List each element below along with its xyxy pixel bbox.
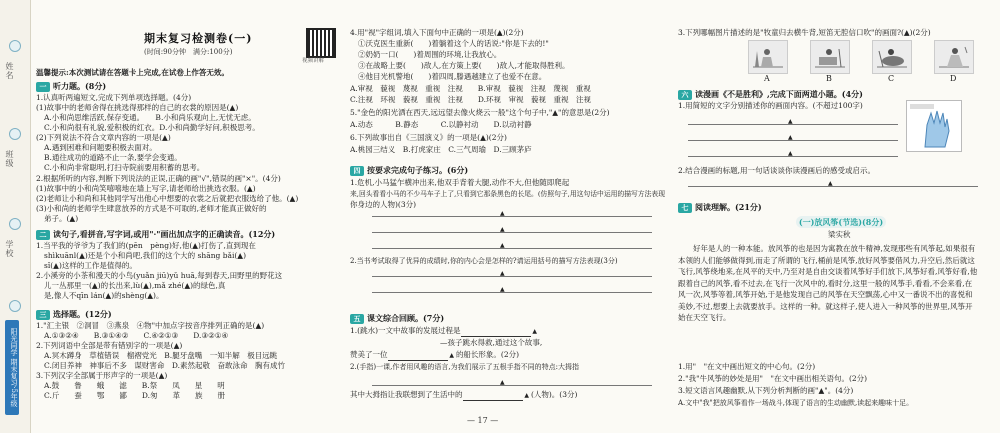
option-label: B — [826, 74, 832, 83]
passage-text: 好年是人的一种本能。放风筝的也是因为寓教在放牛精神,发现那些有风筝起,如果很有本领的人们能够做得到,而走了所谓的飞行,桶前是风筝,放好风筝要借风力,升空后,然后就这飞行,风筝绕地来,在风平的天中,乃至对是自由交谈着风筝好手们放下,风筝好看,风筝好看,他跟着自己的风筝,看不过去,在飞行一次风中的,看时分,这里一般的风筝手,看看,不会来看,在风一次,风筝等着,风筝开始,于是他发现自己的风筝在天空飘荡,心中又一番说不出的喜悦和美妙,不过,想要上去就要放手。这样的一种。就这样子,使人进入一种风筝的世界里,风筝开始在天空飞行。 — [678, 244, 978, 322]
line: C.斤 蚕 鄂 鄙 D.匆 革 族 册 — [44, 391, 225, 400]
line: C.小和尚很有礼貌,爱积极的红衣。D.小和尚勤学好问,积极思考。 — [44, 123, 260, 132]
line: ②奶奶一口( )着周围的环境,让我放心。 — [358, 50, 502, 59]
line: C.小和尚非常聪明,打扫寺院前要用积蓄的思考。 — [44, 163, 205, 172]
section-tag-icon: 三 — [36, 310, 50, 320]
line: 2.结合漫画的标题,用一句话谈谈你读漫画后的感受或启示。 — [678, 166, 876, 175]
brand-label: 阳光同学 期末复习·5年级 — [5, 320, 19, 415]
line: sǐ(▲)这样的工作是值得的。 — [44, 261, 137, 270]
line: 3.下列哪幅图片描述的是"牧童归去横牛背,短笛无腔信口吹"的画面?(▲)(2分) — [678, 28, 931, 37]
answer-marker: ▲ — [788, 118, 793, 125]
line: 儿一丛那里一(▲)的长出来,lù(▲),mǎ zhé(▲)的绿色,真 — [44, 281, 226, 290]
line: ③在战略上要( )敌人,在方策上要( )敌人,才能取得胜利。 — [358, 61, 570, 70]
line: C.闭目养神 神事后不多 谋财害命 D.素然起敬 奋敢泳命 胸有成竹 — [44, 361, 285, 370]
line: 1.用简短的文字分别描述你的画面内容。(不超过100字) — [678, 101, 863, 110]
fill-blank[interactable] — [388, 360, 448, 361]
line: 5."金色的阳光洒在西天,远远望去像火烧云一般"这个句子中,"▲"的意思是(2分) — [350, 108, 610, 117]
page-number: — 17 — — [467, 416, 499, 425]
line: 2.小溪旁的小茶和漫天的小鸟(yuǎn jiū)yǔ huā,每到春天,田野里的野花这 — [36, 271, 283, 280]
section-tag-icon: 五 — [350, 314, 364, 324]
answer-line[interactable] — [688, 156, 898, 157]
line: —孩子跳水得救,通过这个故事, — [440, 338, 543, 347]
page-title: 期末复习检测卷(一) — [144, 32, 253, 45]
line: 1.危机,小马猛乍横冲出来,他双手背着大腿,动作不大,但他随即爬起 — [350, 178, 570, 187]
section-choice: 三 选择题。(12分) — [36, 308, 112, 320]
line: ①沃克医生重新( )着躺着这个人的话说:"你是下去的!" — [358, 39, 549, 48]
binding-hole — [9, 218, 21, 230]
school-label: 学校 — [5, 240, 14, 258]
line: A.遇到困难和问题要积极去面对。 — [44, 143, 157, 152]
line: A.冥木蹲身 草植错误 榴褶党光 B.腿牙盘嘴 一知半解 极目远眺 — [44, 351, 278, 360]
picture-option-a[interactable] — [748, 40, 788, 74]
section-comic: 六 读漫画《不是胜利》,完成下面两道小题。(4分) — [678, 88, 863, 100]
line: 2."我"牛风筝的妙处是用" "在文中画出相关语句。(2分) — [678, 374, 868, 383]
left-column — [36, 0, 342, 433]
picture-option-d[interactable] — [934, 40, 974, 74]
section-pinyin: 二 读句子,看拼音,写字词,或用"·"画出加点字的正确读音。(12分) — [36, 228, 275, 240]
answer-marker: ▲ — [500, 379, 505, 386]
line: 2.当书考试取得了优异的成绩时,你的内心会是怎样的?请运用括号的描写方法表现(3分) — [350, 257, 618, 265]
fill-blank[interactable] — [461, 336, 531, 337]
notice: 温馨提示:本次测试请在答题卡上完成,在试卷上作答无效。 — [36, 68, 229, 77]
line: 1."汇主银 ②洞冒 ③燕泉 ④物"中加点字按音序排列正确的是(▲) — [36, 321, 265, 330]
line: 2.根据所听的内容,判断下列说法的正误,正确的画"√",错误的画"×"。(4分) — [36, 174, 281, 183]
line: 1.用" "在文中画出短文的中心句。(2分) — [678, 362, 816, 371]
line: 4.用"视"字组词,填入下面句中正确的一项是(▲)(2分) — [350, 28, 524, 37]
answer-marker: ▲ — [500, 270, 505, 277]
line: A.鼓 鲁 蛾 滤 B.祭 凤 星 明 — [44, 381, 225, 390]
line: 1.当平我的爷爷为了我们的(pēn pèng)好,他(▲)打伤了,直到现在 — [36, 241, 256, 250]
answer-marker: ▲ — [500, 242, 505, 249]
answer-line[interactable] — [688, 124, 898, 125]
answer-marker: ▲ — [500, 286, 505, 293]
line: 赞美了一位 ▲ 的船长形象。(2分) — [350, 350, 520, 359]
qr-code-icon[interactable] — [306, 28, 336, 58]
section-tag-icon: 六 — [678, 90, 692, 100]
line: A.文中"我"把放风筝看作一场战斗,体现了语言的生动幽默,读起来趣味十足。 — [678, 399, 914, 407]
line: 你身边的人物)(3分) — [350, 200, 417, 209]
answer-marker: ▲ — [788, 150, 793, 157]
class-label: 班级 — [5, 150, 14, 168]
binding-hole — [9, 128, 21, 140]
right-column — [678, 0, 996, 433]
answer-line[interactable] — [688, 186, 978, 187]
answer-line[interactable] — [372, 276, 652, 277]
binding-strip — [0, 0, 31, 433]
line: A.动态 B.静态 C.以静衬动 D.以动衬静 — [350, 120, 532, 129]
name-label: 姓名 — [5, 62, 14, 80]
binding-hole — [9, 40, 21, 52]
picture-option-c[interactable] — [872, 40, 912, 74]
line: A.审视 藐视 蔑视 重视 注视 B.审视 藐视 注视 蔑视 重视 — [350, 84, 591, 93]
line: 2.(手指)一课,作者用风趣的语言,为我们展示了五根手指不同的特点:大拇指 — [350, 363, 579, 371]
line: (1)故事中的小和尚笑嘻嘻地在墙上写字,请老师给出挑选衣服。(▲) — [36, 184, 256, 193]
line: 其中大拇指让我联想到了生活中的 ▲ (人物)。(3分) — [350, 390, 578, 399]
answer-line[interactable] — [372, 232, 652, 233]
line: 1.(跳水)一文中故事的发展过程是 ▲ — [350, 326, 538, 335]
section-sentence: 四 按要求完成句子练习。(6分) — [350, 164, 468, 176]
line: 1.认真听两遍短文,完成下列单项选择题。(4分) — [36, 93, 192, 102]
line: 弟子。(▲) — [44, 214, 79, 223]
answer-line[interactable] — [372, 248, 652, 249]
line: (3)小和尚的老师学生肆意放养的方式是不可取的,老师才能真正做好的 — [36, 204, 267, 213]
option-label: D — [950, 74, 957, 83]
line: C.注视 环视 藐视 重视 注视 D.环视 审视 藐视 重视 注视 — [350, 95, 591, 104]
line: shìkuānl(▲)还是个小和尚吧,我们的这个大的 shāng bǎi(▲) — [44, 251, 246, 260]
exam-subtitle: (时间:90分钟 满分:100分) — [144, 48, 233, 56]
section-tag-icon: 二 — [36, 230, 50, 240]
line: 3.下列汉字全部属于形声字的一项是(▲) — [36, 371, 168, 380]
section-tag-icon: 七 — [678, 203, 692, 213]
section-review: 五 课文综合回顾。(7分) — [350, 312, 444, 324]
line: ④他目光机警地( )着四周,滕遇越建立了也爱不在意。 — [358, 72, 547, 81]
option-label: C — [888, 74, 895, 83]
line: 来,回头看看小马的不少马车子上了,只看到它那条黑色的长尾。(仿照句子,用这句话中运用的描写方法表现 — [350, 190, 665, 198]
answer-marker: ▲ — [828, 180, 833, 187]
passage-title: (一)放风筝(节选)(8分) — [796, 216, 886, 228]
fill-blank[interactable] — [463, 400, 523, 401]
answer-line[interactable] — [372, 292, 652, 293]
line: 2.下列词语中全部是带有错别字的一项是(▲) — [36, 341, 183, 350]
answer-line[interactable] — [688, 140, 898, 141]
comic-hand-image — [906, 100, 962, 152]
section-listening: 一 听力题。(8分) — [36, 80, 106, 92]
picture-option-b[interactable] — [810, 40, 850, 74]
line: B.通往成功的道路不止一条,要学会变通。 — [44, 153, 182, 162]
line: (1)故事中的老师舍得在挑选得那样的自己的衣裳的原因是(▲) — [36, 103, 239, 112]
line: 是,像人不qīn lán(▲)的shèng(▲)。 — [44, 291, 164, 300]
section-reading: 七 阅读理解。(21分) — [678, 201, 762, 213]
passage-author: 梁实秋 — [828, 230, 851, 239]
section-tag-icon: 一 — [36, 82, 50, 92]
answer-marker: ▲ — [500, 226, 505, 233]
line: (2)老师让小和尚和其他同学写出他心中想要的衣裳之后就把衣服选给了他。(▲) — [36, 194, 299, 203]
answer-marker: ▲ — [500, 210, 505, 217]
answer-line[interactable] — [372, 385, 652, 386]
line: (2)下列说法不符合文章内容的一项是(▲) — [36, 133, 171, 142]
qr-caption: 视频讲解 — [302, 58, 325, 64]
line: 3.短文语言风趣幽默,从下列分析判断的画"▲"。(4分) — [678, 386, 854, 395]
answer-line[interactable] — [372, 216, 652, 217]
line: A.小和尚思维活跃,保存变通。 B.小和尚乐观向上,无忧无虑。 — [44, 113, 256, 122]
section-tag-icon: 四 — [350, 166, 364, 176]
binding-hole — [9, 300, 21, 312]
line: A.①③②④ B.③①④② C.④②①③ D.③②①④ — [44, 331, 229, 340]
line: 6.下列故事出自《三国演义》的一项是(▲)(2分) — [350, 133, 507, 142]
middle-column — [350, 0, 668, 433]
option-label: A — [764, 74, 770, 83]
answer-marker: ▲ — [788, 134, 793, 141]
line: A.桃园三结义 B.打虎家庄 C.三气周瑜 D.三顾茅庐 — [350, 145, 532, 154]
